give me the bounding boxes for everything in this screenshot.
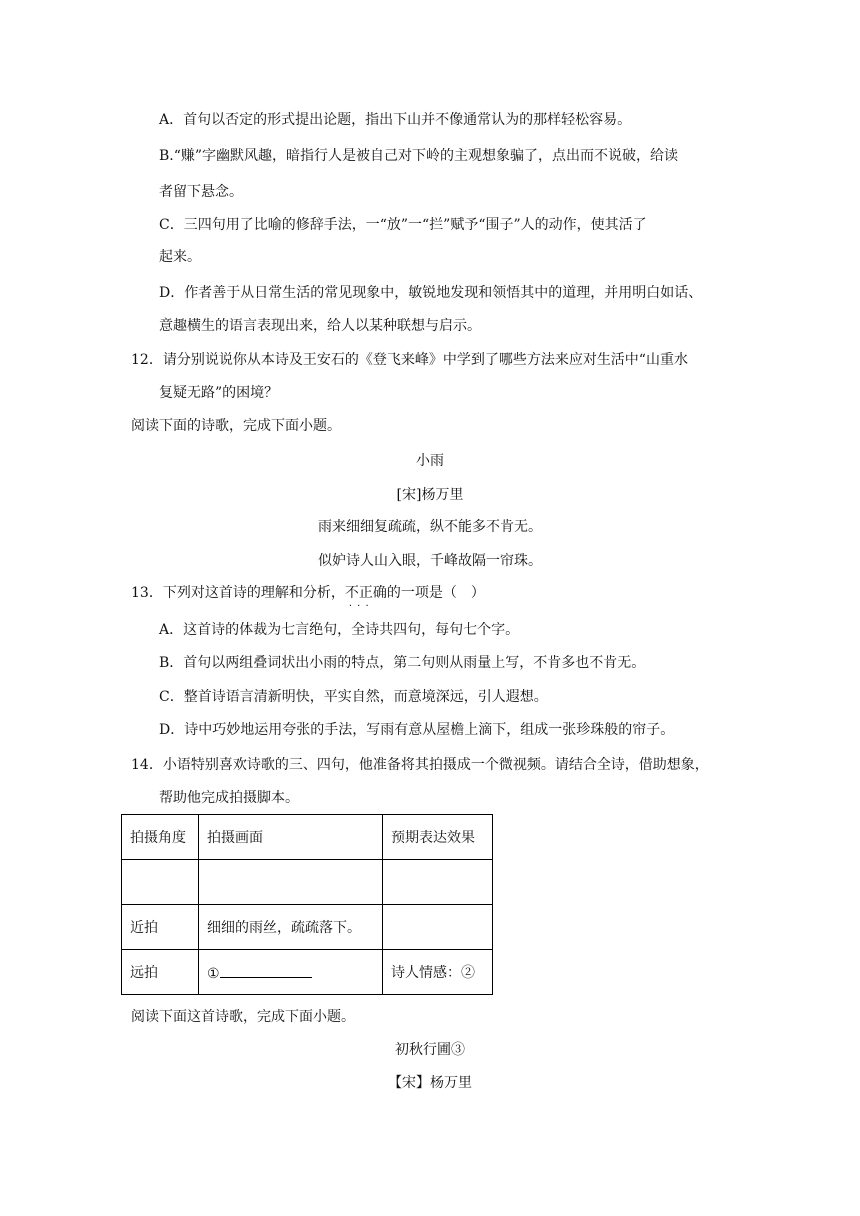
poem2-title: 初秋行圃③	[395, 1042, 465, 1058]
table-cell-blank-1[interactable]	[199, 950, 383, 995]
poem1-line2: 似妒诗人山入眼，千峰故隔一帘珠。	[318, 553, 542, 569]
table-cell[interactable]	[199, 860, 383, 905]
q11-option-b-cont: 者留下悬念。	[159, 184, 243, 200]
q11-option-d-cont: 意趣横生的语言表现出来，给人以某种联想与启示。	[159, 318, 481, 334]
q13-option-c: C．整首诗语言清新明快，平实自然，而意境深远，引人遐想。	[159, 689, 548, 705]
q13-prefix: 13．下列对这首诗的理解和分析，	[131, 585, 345, 601]
table-header-row	[122, 815, 493, 860]
table-header-cell: 拍摄画面	[199, 815, 383, 860]
q13-option-d: D．诗中巧妙地运用夸张的手法，写雨有意从屋檐上滴下，组成一张珍珠般的帘子。	[159, 722, 675, 738]
table-cell[interactable]	[383, 860, 493, 905]
q13-option-b: B．首句以两组叠词状出小雨的特点，第二句则从雨量上写，不肯多也不肯无。	[159, 655, 646, 671]
table-header-cell: 预期表达效果	[383, 815, 493, 860]
q11-option-c-cont: 起来。	[159, 249, 201, 265]
q11-option-a: A．首句以否定的形式提出论题，指出下山并不像通常认为的那样轻松容易。	[159, 112, 632, 128]
table-cell: 远拍	[122, 950, 199, 995]
q14-line1: 14．小语特别喜欢诗歌的三、四句，他准备将其拍摄成一个微视频。请结合全诗，借助想象，	[131, 757, 709, 773]
table-row	[122, 860, 493, 905]
q11-option-c: C．三四句用了比喻的修辞手法，一“放”一“拦”赋予“围子”人的动作，使其活了	[159, 217, 647, 233]
q11-option-d: D．作者善于从日常生活的常见现象中，敏锐地发现和领悟其中的道理，并用明白如话、	[159, 285, 703, 301]
q14-line2: 帮助他完成拍摄脚本。	[159, 790, 299, 806]
table-cell: 细细的雨丝，疏疏落下。	[199, 905, 383, 950]
reading-instruction-1: 阅读下面的诗歌，完成下面小题。	[131, 418, 341, 434]
table-row	[122, 950, 493, 995]
table-cell[interactable]: 诗人情感：②	[383, 950, 493, 995]
blank-marker: ①	[207, 965, 220, 982]
q13-option-a: A．这首诗的体裁为七言绝句，全诗共四句，每句七个字。	[159, 622, 520, 638]
q12-line2: 复疑无路”的困境？	[159, 385, 279, 401]
table-header-cell: 拍摄角度	[122, 815, 199, 860]
table-row	[122, 905, 493, 950]
reading-instruction-2: 阅读下面这首诗歌，完成下面小题。	[131, 1009, 355, 1025]
q13-emphasis: 不正确 · · ·	[345, 583, 387, 603]
q11-option-b: B.“赚”字幽默风趣，暗指行人是被自己对下岭的主观想象骗了，点出而不说破，给读	[159, 148, 679, 164]
poem1-title: 小雨	[416, 453, 444, 469]
q13-suffix: 的一项是（ ）	[386, 585, 485, 601]
q13-stem	[131, 583, 485, 603]
poem2-author: 【宋】杨万里	[388, 1075, 472, 1091]
shooting-script-table	[121, 814, 493, 995]
q12-line1: 12．请分别说说你从本诗及王安石的《登飞来峰》中学到了哪些方法来应对生活中“山重水	[131, 352, 688, 368]
poem1-line1: 雨来细细复疏疏，纵不能多不肯无。	[318, 519, 542, 535]
table-cell: 近拍	[122, 905, 199, 950]
poem1-author: [宋]杨万里	[396, 487, 464, 503]
answer-blank[interactable]	[220, 963, 312, 978]
table-cell[interactable]	[383, 905, 493, 950]
table-cell[interactable]	[122, 860, 199, 905]
